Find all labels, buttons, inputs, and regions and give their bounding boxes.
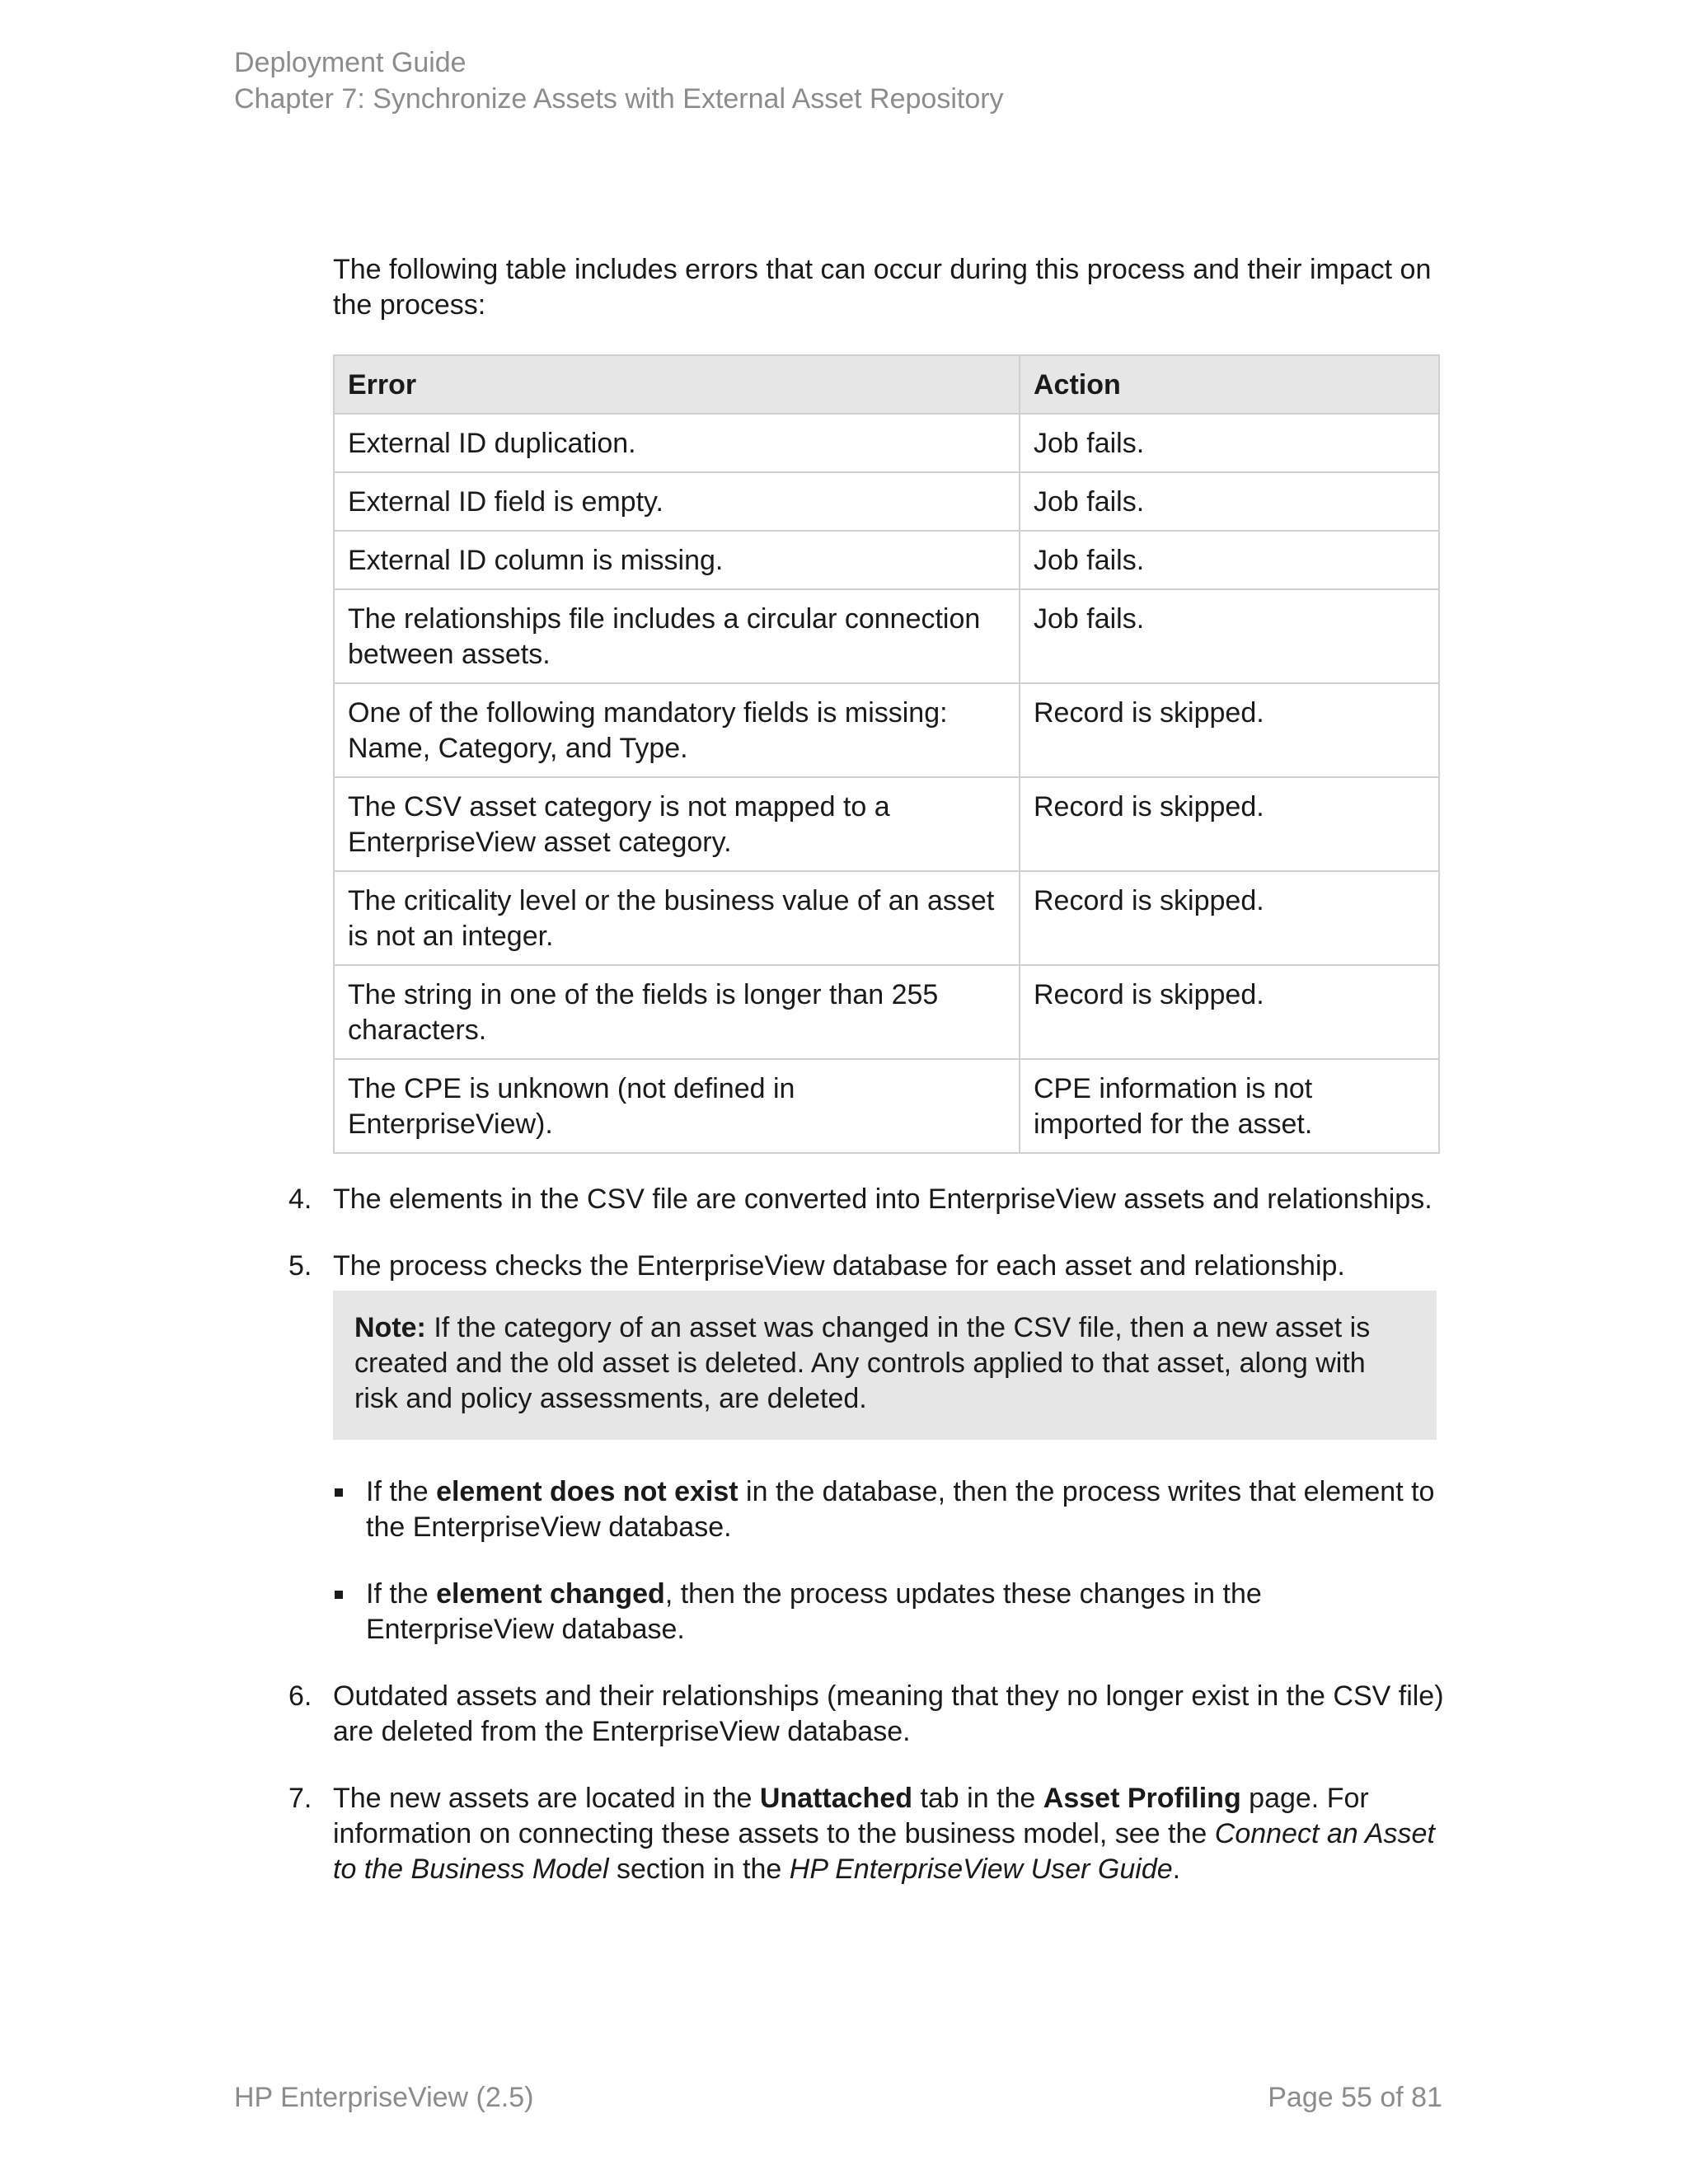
error-cell: External ID field is empty. — [334, 472, 1020, 531]
step-text — [333, 1783, 1435, 1885]
guide-reference: HP EnterpriseView User Guide — [789, 1854, 1173, 1885]
table-row — [334, 683, 1439, 777]
note-label: Note: — [354, 1312, 426, 1343]
step-number: 5. — [288, 1250, 312, 1282]
ui-term-asset-profiling: Asset Profiling — [1043, 1783, 1241, 1814]
step-text-run: section in the — [608, 1854, 790, 1885]
step-text: The process checks the EnterpriseView database for each asset and relationship. — [333, 1250, 1345, 1282]
procedure-steps — [288, 1182, 1444, 1887]
bullet-text: If the — [366, 1476, 437, 1507]
bullet-text: If the — [366, 1578, 437, 1610]
bullet-text: , then the process updates these changes in the EnterpriseView database. — [366, 1578, 1262, 1645]
error-cell: The relationships file includes a circular connection between assets. — [334, 589, 1020, 683]
action-cell: Job fails. — [1020, 589, 1439, 683]
action-cell: Job fails. — [1020, 531, 1439, 589]
step-text: The elements in the CSV file are converted into EnterpriseView assets and relationships. — [333, 1183, 1432, 1215]
list-item — [333, 1577, 1444, 1647]
step-text-run: page. For information on connecting these assets to the business model, see the — [333, 1783, 1369, 1849]
error-cell: One of the following mandatory fields is missing: Name, Category, and Type. — [334, 683, 1020, 777]
step-6 — [288, 1679, 1444, 1750]
action-cell: Record is skipped. — [1020, 965, 1439, 1059]
action-cell: Record is skipped. — [1020, 683, 1439, 777]
error-cell: The CSV asset category is not mapped to a EnterpriseView asset category. — [334, 777, 1020, 871]
bullet-text: in the database, then the process writes that element to the EnterpriseView database. — [366, 1476, 1435, 1543]
page-content — [288, 252, 1444, 1919]
header-guide-title: Deployment Guide — [234, 47, 467, 78]
step-text-run: The new assets are located in the — [333, 1783, 760, 1814]
column-header-error: Error — [334, 355, 1020, 414]
footer-product: HP EnterpriseView (2.5) — [234, 2082, 534, 2113]
list-item — [333, 1474, 1444, 1545]
action-cell: CPE information is not imported for the asset. — [1020, 1059, 1439, 1153]
table-row — [334, 777, 1439, 871]
step-number: 4. — [288, 1183, 312, 1215]
error-cell: External ID duplication. — [334, 414, 1020, 472]
table-header-row — [334, 355, 1439, 414]
intro-paragraph: The following table includes errors that can occur during this process and their impact on the process: — [333, 254, 1432, 321]
bullet-square-icon — [335, 1488, 343, 1497]
errors-table — [333, 354, 1440, 1154]
step-text-run: . — [1172, 1854, 1181, 1885]
action-cell: Record is skipped. — [1020, 777, 1439, 871]
action-cell: Job fails. — [1020, 414, 1439, 472]
ui-term-unattached: Unattached — [759, 1783, 912, 1814]
step-number: 6. — [288, 1680, 312, 1712]
table-row — [334, 1059, 1439, 1153]
bullet-square-icon — [335, 1591, 343, 1599]
step-4 — [288, 1182, 1444, 1217]
error-cell: The string in one of the fields is longer than 255 characters. — [334, 965, 1020, 1059]
action-cell: Record is skipped. — [1020, 871, 1439, 965]
error-cell: External ID column is missing. — [334, 531, 1020, 589]
table-row — [334, 589, 1439, 683]
column-header-action: Action — [1020, 355, 1439, 414]
table-row — [334, 531, 1439, 589]
error-cell: The criticality level or the business value of an asset is not an integer. — [334, 871, 1020, 965]
table-row — [334, 871, 1439, 965]
table-row — [334, 472, 1439, 531]
bullet-emphasis: element changed — [436, 1578, 665, 1610]
step-text: Outdated assets and their relationships (meaning that they no longer exist in the CSV file) are deleted from the EnterpriseView database. — [333, 1680, 1444, 1747]
step-number: 7. — [288, 1783, 312, 1814]
step-7 — [288, 1781, 1444, 1887]
table-row — [334, 414, 1439, 472]
bullet-list — [333, 1474, 1444, 1647]
footer-page-number: Page 55 of 81 — [1268, 2082, 1442, 2113]
table-row — [334, 965, 1439, 1059]
header-chapter-title: Chapter 7: Synchronize Assets with External Asset Repository — [234, 83, 1004, 115]
running-header — [234, 45, 1004, 117]
step-5 — [288, 1249, 1444, 1647]
action-cell: Job fails. — [1020, 472, 1439, 531]
note-box — [333, 1291, 1437, 1440]
section-reference: Connect an Asset to the Business Model — [333, 1818, 1435, 1885]
note-text: If the category of an asset was changed in the CSV file, then a new asset is created and the old asset is deleted. Any controls applied to that asset, along with risk and policy assessments, are deleted. — [354, 1312, 1371, 1414]
error-cell: The CPE is unknown (not defined in EnterpriseView). — [334, 1059, 1020, 1153]
bullet-emphasis: element does not exist — [436, 1476, 738, 1507]
step-text-run: tab in the — [912, 1783, 1043, 1814]
